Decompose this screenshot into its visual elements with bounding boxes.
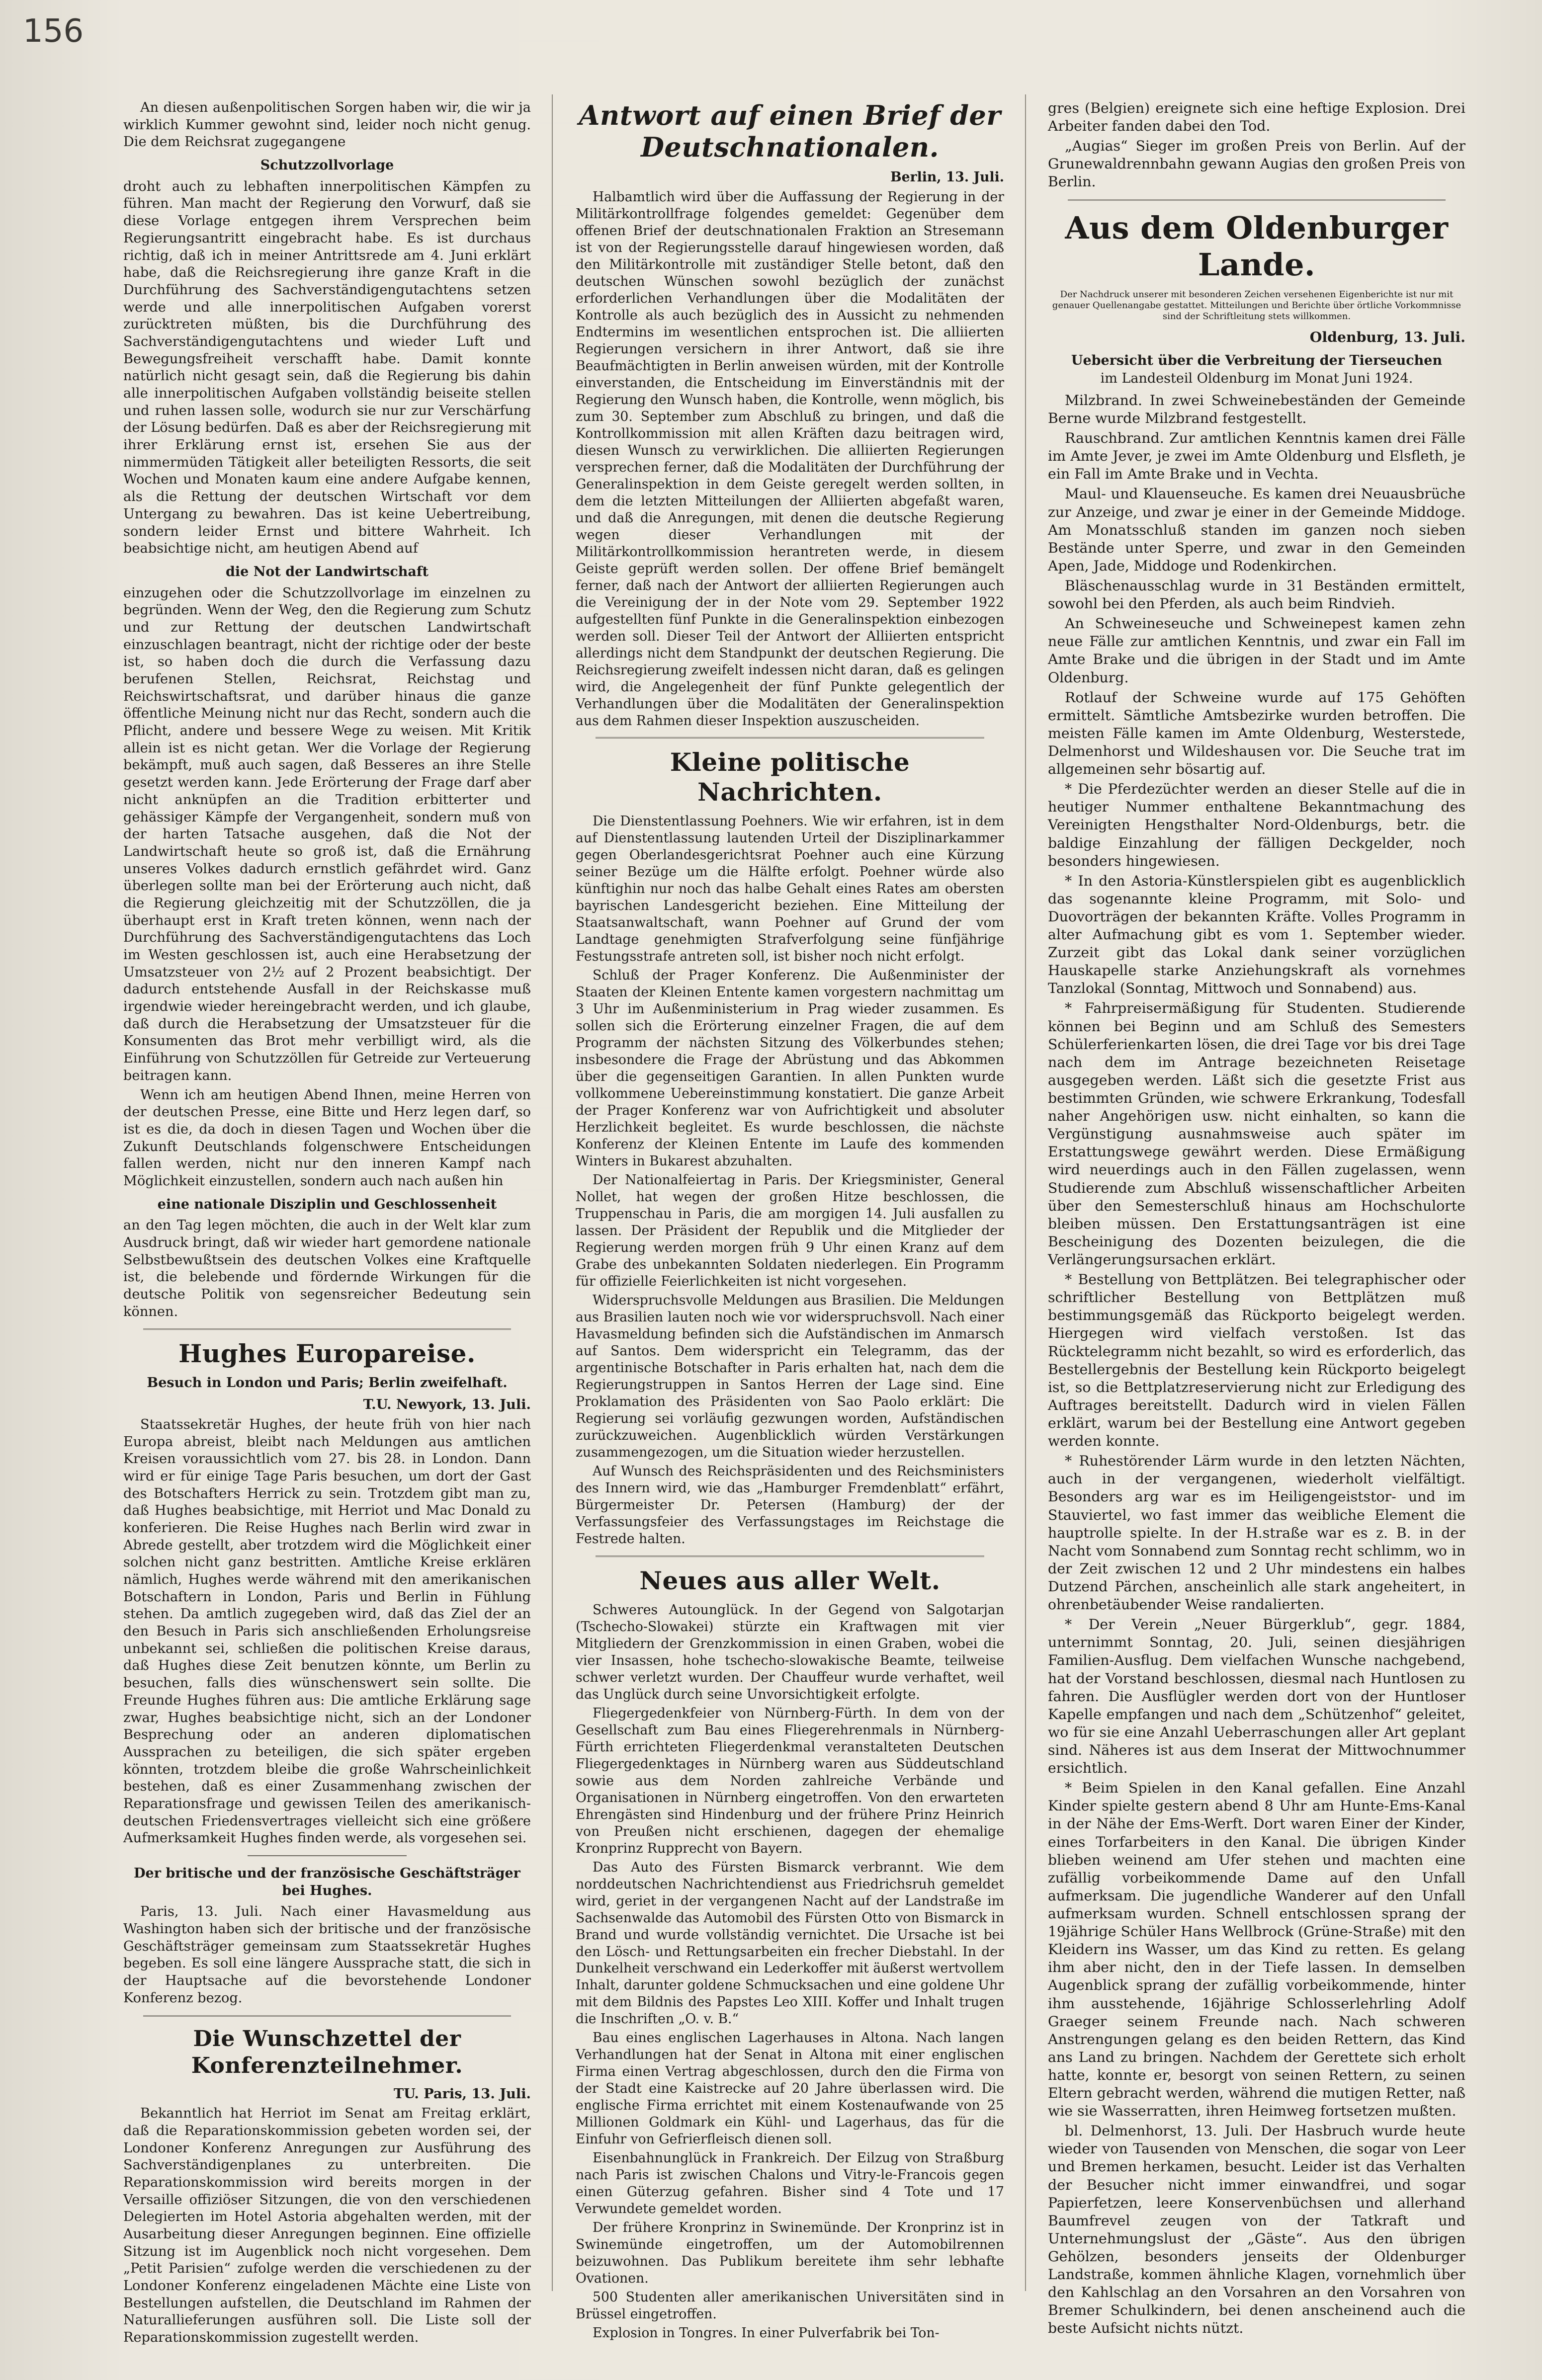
news-item: Eisenbahnunglück in Frankreich. Der Eilzug von Straßburg nach Paris ist zwischen Chalons und Vitry-le-Francois gegen einen Güterzug gefahren. Bisher sind 4 Tote und 17 Verwundete gemeldet worden.: [576, 2150, 1004, 2217]
paragraph: an den Tag legen möchten, die auch in der Welt klar zum Ausdruck bringt, daß wir wieder hart gemordene nationale Selbstbewußtsein des deutschen Volkes eine Kraftquelle ist, die belebende und fördernde Wirkungen für die deutsche Politik von segensreicher Bedeutung sein können.: [123, 1218, 531, 1319]
section-subhead: die Not der Landwirtschaft: [226, 564, 428, 579]
article-divider: [1068, 199, 1446, 201]
column-1: [123, 99, 531, 2349]
column-rule: [1025, 94, 1026, 2291]
paragraph: einzugehen oder die Schutzzollvorlage im einzelnen zu begründen. Wenn der Weg, den die Regierung zum Schutz und zur Rettung der deutschen Landwirtschaft einzuschlagen beantragt, nicht der richtige oder der beste ist, so haben doch die durch die Verfassung dazu berufenen Stellen, Reichsrat, Reichstag und Reichswirtschaftsrat, und darüber hinaus die ganze öffentliche Meinung nicht nur das Recht, sondern auch die Pflicht, andere und bessere Wege zu weisen. Mit Kritik allein ist es nicht getan. Wer die Vorlage der Regierung bekämpft, muß auch sagen, daß Besseres an ihre Stelle gesetzt werden kann. Jede Erörterung der Frage darf aber nicht anknüpfen an die Tradition erbitterter und gehässiger Kämpfe der Vergangenheit, sondern muß von der harten Tatsache ausgehen, daß die Not der Landwirtschaft heute so groß ist, daß die Ernährung unseres Volkes dadurch ernstlich gefährdet wird. Ganz überlegen sollte man bei der Erörterung auch nicht, daß die Regierung gleichzeitig mit der Schutzzöllen, die ja überhaupt erst in Kraft treten können, wenn nach der Durchführung des Sachverständigengutachtens das Loch im Westen geschlossen ist, auch eine Herabsetzung der Umsatzsteuer von 2½ auf 2 Prozent beabsichtigt. Der dadurch entstehende Ausfall in der Reichskasse muß irgendwie wieder hereingebracht werden, und ich glaube, daß durch die Herabsetzung der Umsatzsteuer für die Konsumenten das Brot mehr verbilligt wird, als die Einführung von Schutzzöllen für Getreide zur Verteuerung beitragen kann.: [123, 585, 531, 1083]
news-item: Der frühere Kronprinz in Swinemünde. Der Kronprinz ist in Swinemünde eingetroffen, um der Automobilrennen beizuwohnen. Das Publikum bereitete ihm sehr lebhafte Ovationen.: [576, 2220, 1004, 2287]
local-item: * In den Astoria-Künstlerspielen gibt es augenblicklich das sogenannte kleine Programm, mit Solo- und Duovorträgen der bekannten Kräfte. Volles Programm in alter Aufmachung gibt es vom 1. September wieder. Zurzeit gibt das Lokal dank seiner vorzüglichen Hauskapelle starke Anziehungskraft als vornehmes Tanzlokal (Sonntag, Mittwoch und Sonnabend) aus.: [1048, 872, 1465, 997]
news-item: 500 Studenten aller amerikanischen Universitäten sind in Brüssel eingetroffen.: [576, 2290, 1004, 2322]
paragraph: An diesen außenpolitischen Sorgen haben wir, die wir ja wirklich Kummer gewohnt sind, leider noch nicht genug. Die dem Reichsrat zugegangene: [123, 100, 531, 150]
local-item: * Ruhestörender Lärm wurde in den letzten Nächten, auch in der vergangenen, wiederholt vielfältigt. Besonders arg war es im Heiligengeiststor- und im Stauviertel, wo fast immer das weibliche Element die hauptrolle spielte. In der H.straße war es z. B. in der Nacht vom Sonnabend zum Sonntag recht schlimm, wo in der Zeit zwischen 12 und 2 Uhr mindestens ein halbes Dutzend Pärchen, anscheinlich alle stark angeheitert, in ohrenbetäubender Weise randalierten.: [1048, 1453, 1465, 1613]
headline-kleine-nachrichten: Kleine politische Nachrichten.: [670, 747, 910, 807]
news-item: Explosion in Tongres. In einer Pulverfabrik bei Ton-: [593, 2325, 940, 2341]
article-divider: [143, 1328, 511, 1330]
dateline: Berlin, 13. Juli.: [890, 169, 1004, 185]
page-number: 156: [23, 13, 84, 50]
headline-neues-aus-aller-welt: Neues aus aller Welt.: [639, 1565, 941, 1595]
paragraph: Rotlauf der Schweine wurde auf 175 Gehöften ermittelt. Sämtliche Amtsbezirke wurden betroffen. Die meisten Fälle kamen im Amte Oldenburg, Westerstede, Delmenhorst und Wildeshausen vor. Die Seuche trat im allgemeinen sehr bösartig auf.: [1048, 689, 1465, 778]
news-item: Widerspruchsvolle Meldungen aus Brasilien. Die Meldungen aus Brasilien lauten noch wie vor widerspruchsvoll. Nach einer Havasmeldung befinden sich die Aufständischen im Anmarsch auf Santos. Dem widerspricht ein Telegramm, das der argentinische Botschafter in Paris erhalten hat, nach dem die Regierungstruppen in Santos Herren der Lage sind. Eine Proklamation des Präsidenten von Sao Paolo erklärt: Die Regierung sei vorläufig gezwungen worden, Aufständischen zurückzuweichen. Augenblicklich würden Verstärkungen zusammengezogen, um die Situation wieder herzustellen.: [576, 1293, 1004, 1460]
news-item: Der Nationalfeiertag in Paris. Der Kriegsminister, General Nollet, hat wegen der großen Hitze beschlossen, die Truppenschau in Paris, die am morgigen 14. Juli ausfallen zu lassen. Der Präsident der Republik und die Mitglieder der Regierung werden morgen früh 9 Uhr einen Kranz auf dem Grabe des unbekannten Soldaten niederlegen. Ein Programm für offizielle Feierlichkeiten ist nicht vorgesehen.: [576, 1172, 1004, 1290]
paragraph: droht auch zu lebhaften innerpolitischen Kämpfen zu führen. Man macht der Regierung den Vorwurf, daß sie diese Vorlage entgegen ihrem Versprechen beim Regierungsantritt eingebracht habe. Es ist durchaus richtig, daß ich in meiner Antrittsrede am 4. Juni erklärt habe, daß die Reichsregierung ihre ganze Kraft in die Durchführung des Sachverständigengutachtens setzen werde und alle innerpolitischen Aufgaben vorerst zurücktreten müßten, bis die Durchführung des Sachverständigengutachtens und wieder Luft und Bewegungsfreiheit verschafft habe. Damit konnte natürlich nicht gesagt sein, daß die Regierung bis dahin alle innerpolitischen Aufgaben vollständig beiseite stellen und ruhen lassen solle, wodurch sie nur zur Verschärfung der Lösung bedürfen. Daß es aber der Reichsregierung mit ihrer Erklärung ernst ist, ersehen Sie aus der nimmermüden Tätigkeit aller beteiligten Ressorts, die seit Wochen und Monaten kaum eine andere Aufgabe kennen, als die Rettung der deutschen Wirtschaft vor dem Untergang zu bewahren. Das ist keine Uebertreibung, sondern leider Ernst und bittere Wahrheit. Ich beabsichtige nicht, am heutigen Abend auf: [123, 178, 531, 557]
news-item: Auf Wunsch des Reichspräsidenten und des Reichsministers des Innern wird, wie das „Hamburger Fremdenblatt“ erfährt, Bürgermeister Dr. Petersen (Hamburg) der der Verfassungsfeier des Verfassungstages im Reichstage die Festrede halten.: [576, 1463, 1004, 1547]
local-item: bl. Delmenhorst, 13. Juli. Der Hasbruch wurde heute wieder von Tausenden von Menschen, die sogar von Leer und Bremen herkamen, besucht. Leider ist das Verhalten der Besucher nicht immer einwandfrei, und sogar Papierfetzen, leere Konservenbüchsen und allerhand Baumfrevel zeugen von der Tatkraft und Unternehmungslust der „Gäste“. Aus den übrigen Gehölzen, besonders jenseits der Oldenburger Landstraße, kommen ähnliche Klagen, vornehmlich über den Kahlschlag an den Vorsahren an den Vorsahren von Bremer Schulkindern, bei denen anscheinend auch die beste Aufsicht nichts nützt.: [1048, 2123, 1465, 2337]
dateline: TU. Paris, 13. Juli.: [393, 2085, 531, 2102]
paragraph: Bekanntlich hat Herriot im Senat am Freitag erklärt, daß die Reparationskommission gebeten worden sei, der Londoner Konferenz Anregungen zur Ausführung des Sachverständigenplanes zu unterbreiten. Die Reparationskommission wird bereits morgen in der Versaille offiziöser Sitzungen, die von den verschiedenen Delegierten im Hotel Astoria abgehalten werden, mit der Ausarbeitung dieser Anregungen beginnen. Eine offizielle Sitzung ist im Augenblick noch nicht vorgesehen. Dem „Petit Parisien“ zufolge werden die verschiedenen zu der Londoner Konferenz eingeladenen Mächte eine Liste von Bestellungen aufstellen, die Deutschland im Rahmen der Naturallieferungen ausführen soll. Die Liste soll der Reparationskommission zugestellt werden.: [123, 2106, 531, 2346]
paragraph: Maul- und Klauenseuche. Es kamen drei Neuausbrüche zur Anzeige, und zwar je einer in der Gemeinde Middoge. Am Monatsschluß standen im ganzen noch sieben Bestände unter Sperre, und zwar in den Gemeinden Apen, Jade, Middoge und Rodenkirchen.: [1048, 486, 1465, 574]
local-item: * Bestellung von Bettplätzen. Bei telegraphischer oder schriftlicher Bestellung von Bettplätzen muß bestimmungsgemäß das Rückporto beigelegt werden. Hiergegen wird vielfach verstoßen. Ist das Rücktelegramm nicht bezahlt, so wird es erforderlich, das Bestellergebnis der Bestellung kein Rückporto beigelegt ist, so die Bettplatzreservierung nicht zur Erledigung des Auftrages bereitstellt. Dadurch wird in vielen Fällen erklärt, warum bei der Bestellung eine Antwort gegeben werden konnte.: [1048, 1271, 1465, 1450]
article-subhead: Besuch in London und Paris; Berlin zweifelhaft.: [147, 1375, 508, 1391]
local-item: * Die Pferdezüchter werden an dieser Stelle auf die in heutiger Nummer enthaltene Bekanntmachung des Vereinigten Hengsthalter Nord-Oldenburgs, betr. die baldige Einzahlung der fälligen Deckgelder, noch besonders hingewiesen.: [1048, 781, 1465, 869]
article-divider: [143, 2015, 511, 2017]
paragraph: Staatssekretär Hughes, der heute früh von hier nach Europa abreist, bleibt nach Meldungen aus amtlichen Kreisen voraussichtlich vom 27. bis 28. in London. Dann wird er für einige Tage Paris besuchen, um dort der Gast des Botschafters Herrick zu sein. Trotzdem gibt man zu, daß Hughes beabsichtige, mit Herriot und Mac Donald zu konferieren. Die Reise Hughes nach Berlin wird zwar in Abrede gestellt, aber trotzdem wird die Möglichkeit einer solchen nicht ganz bestritten. Amtliche Kreise erklären nämlich, Hughes werde während mit den amerikanischen Botschaftern in London, Paris und Berlin in Fühlung stehen. Da amtlich zugegeben wird, daß das Ziel der an den Besuch in Paris sich anschließenden Erholungsreise unbekannt sei, schließen die politischen Kreise daraus, daß Hughes diese Zeit benutzen könnte, um Berlin zu besuchen, falls dies wünschenswert sein sollte. Die Freunde Hughes führen aus: Die amtliche Erklärung sage zwar, Hughes beabsichtige nicht, sich an der Londoner Besprechung oder an anderen diplomatischen Aussprachen zu beteiligen, die sich später ergeben könnten, trotzdem bleibe die große Wahrscheinlichkeit bestehen, daß es einer Zusammenhang zwischen der Reparationsfrage und gewissen Teilen des amerikanisch-deutschen Friedensvertrages vielleicht sich eine größere Aufmerksamkeit Hughes finden werde, als vorgesehen sei.: [123, 1416, 531, 1846]
column-2: [576, 99, 1004, 2344]
local-item: * Beim Spielen in den Kanal gefallen. Eine Anzahl Kinder spielte gestern abend 8 Uhr am Hunte-Ems-Kanal in der Nähe der Ems-Werft. Dort waren Einer der Kinder, eines Torfarbeiters in den Kanal. Die übrigen Kinder blieben weinend am Ufer stehen und machten eine zufällig vorbeikommende Dame auf den Unfall aufmerksam. Die jugendliche Wanderer auf den Unfall aufmerksam wurden. Schnell entschlossen sprang der 19jährige Schüler Hans Wellbrock (Grüne-Straße) mit den Kleidern ins Wasser, um das Kind zu retten. Es gelang ihm aber nicht, den in der Tiefe lassen. In demselben Augenblick sprang der zufällig vorbeikommende, hinter ihm ausstehende, 16jährige Schlosserlehrling Adolf Graeger seinem Freunde nach. Nach schweren Anstrengungen gelang es den beiden Rettern, das Kind ans Land zu bringen. Nachdem der Gerettete sich erholt hatte, konnte er, besorgt von seinen Rettern, zu seinen Eltern gebracht werden, während die mutigen Retter, naß wie sie Wasserratten, ihren Heimweg fortsetzen mußten.: [1048, 1780, 1465, 2120]
news-item: Fliegergedenkfeier von Nürnberg-Fürth. In dem von der Gesellschaft zum Bau eines Fliegerehrenmals in Nürnberg-Fürth errichteten Fliegerdenkmal veranstalteten Deutschen Fliegergedenktages in Nürnberg waren aus Süddeutschland sowie aus dem Norden zahlreiche Verbände und Organisationen in Nürnberg eingetroffen. Von den erwarteten Ehrengästen sind Hindenburg und der frühere Prinz Heinrich von Preußen nicht erschienen, dagegen der ehemalige Kronprinz Rupprecht von Bayern.: [576, 1705, 1004, 1856]
headline-oldenburger-lande: Aus dem Oldenburger Lande.: [1065, 209, 1449, 283]
dateline: T.U. Newyork, 13. Juli.: [363, 1396, 531, 1413]
section-subhead: Schutzzollvorlage: [260, 158, 394, 173]
article-subhead: Der britische und der französische Geschäftsträger bei Hughes.: [134, 1866, 520, 1898]
dateline: Oldenburg, 13. Juli.: [1309, 328, 1465, 345]
article-divider: [596, 1556, 984, 1557]
headline-antwort: Antwort auf einen Brief der Deutschnationalen.: [579, 99, 1001, 163]
section-subhead: eine nationale Disziplin und Geschlossenheit: [157, 1196, 497, 1212]
article-subhead: Uebersicht über die Verbreitung der Tierseuchen: [1071, 352, 1443, 368]
paragraph: Paris, 13. Juli. Nach einer Havasmeldung aus Washington haben sich der britische und der französische Geschäftsträger gemeinsam zum Staatssekretär Hughes begeben. Es soll eine längere Aussprache statt, die sich in der Hauptsache auf die bevorstehende Londoner Konferenz bezog.: [123, 1904, 531, 2006]
column-rule: [552, 94, 553, 2291]
local-item: * Der Verein „Neuer Bürgerklub“, gegr. 1884, unternimmt Sonntag, 20. Juli, seinen diesjährigen Familien-Ausflug. Dem vielfachen Wunsche nachgebend, hat der Vorstand beschlossen, diesmal nach Huntlosen zu fahren. Die Ausflügler werden dort von der Huntloser Kapelle empfangen und nach dem „Schützenhof“ geleitet, wo für sie eine Anzahl Ueberraschungen aller Art geplant sind. Näheres ist aus dem Inserat der Mittwochnummer ersichtlich.: [1048, 1616, 1465, 1777]
article-subhead: im Landesteil Oldenburg im Monat Juni 1924.: [1100, 370, 1413, 386]
headline-hughes: Hughes Europareise.: [178, 1339, 476, 1369]
column-3: [1048, 99, 1465, 2340]
paragraph: Milzbrand. In zwei Schweinebeständen der Gemeinde Berne wurde Milzbrand festgestellt.: [1048, 392, 1465, 426]
news-item: Schluß der Prager Konferenz. Die Außenminister der Staaten der Kleinen Entente kamen vorgestern nachmittag um 3 Uhr im Außenministerium in Prag wieder zusammen. Es sollen sich die Erörterung einzelner Fragen, die auf dem Programm der nächsten Sitzung des Völkerbundes stehen; insbesondere die Frage der Abrüstung und das Abkommen über die gegenseitigen Garantien. In allen Punkten wurde vollkommene Uebereinstimmung konstatiert. Die ganze Arbeit der Prager Konferenz war von Aufrichtigkeit und absoluter Herzlichkeit begleitet. Es wurde beschlossen, die nächste Konferenz der Kleinen Entente im Laufe des kommenden Winters in Bukarest abzuhalten.: [576, 968, 1004, 1169]
reprint-notice: Der Nachdruck unserer mit besonderen Zeichen versehenen Eigenberichte ist nur mit genauer Quellenangabe gestattet. Mitteilungen und Berichte über örtliche Vorkommnisse sind der Schriftleitung stets willkommen.: [1052, 289, 1461, 322]
news-item: „Augias“ Sieger im großen Preis von Berlin. Auf der Grunewaldrennbahn gewann Augias den großen Preis von Berlin.: [1048, 138, 1466, 190]
paragraph: Wenn ich am heutigen Abend Ihnen, meine Herren von der deutschen Presse, eine Bitte und Herz legen darf, so ist es die, da doch in diesen Tagen und Wochen über die Zukunft Deutschlands folgenschwere Entscheidungen fallen werden, nicht nur den inneren Kampf nach Möglichkeit einzustellen, sondern auch nach außen hin: [123, 1087, 531, 1189]
paragraph: Halbamtlich wird über die Auffassung der Regierung in der Militärkontrollfrage folgendes gemeldet: Gegenüber dem offenen Brief der deutschnationalen Fraktion an Stresemann ist von der Regierungsstelle darauf hingewiesen worden, daß den Militärkontrolle mit zuständiger Stelle betont, daß den deutschen Wünschen sowohl bezüglich der zunächst erforderlichen Verhandlungen über die Modalitäten der Kontrolle als auch bezüglich des in Aussicht zu nehmenden Endtermins im wesentlichen entsprochen ist. Die alliierten Regierungen versichern in ihrer Antwort, daß sie ihre Beaufmächtigten in Berlin anweisen würden, mit der Kontrolle einverstanden, die Entscheidung im Einverständnis mit der Regierung den Wunsch haben, die Kontrolle, wenn möglich, bis zum 30. September zum Abschluß zu bringen, und daß die Kontrollkommission mit allen Kräften dazu beitragen wird, diesen Wunsch zu verwirklichen. Die alliierten Regierungen versprechen ferner, daß die Modalitäten der Durchführung der Generalinspektion in dem Geiste geregelt werden sollten, in dem die letzten Mitteilungen der Alliierten abgefaßt waren, und daß die Anregungen, mit denen die deutsche Regierung wegen dieser Verhandlungen mit der Militärkontrollkommission herantreten werde, in diesem Geiste geprüft werden sollen. Der offene Brief bemängelt ferner, daß nach der Antwort der alliierten Regierungen auch die Vereinigung der in der Note vom 29. September 1922 aufgestellten fünf Punkte in die Generalinspektion einbezogen werden soll. Dieser Teil der Antwort der Alliierten entspricht allerdings nicht dem Standpunkt der deutschen Regierung. Die Reichsregierung zweifelt indessen nicht daran, daß es gelingen wird, die Angelegenheit der fünf Punkte gelegentlich der Verhandlungen über die Modalitäten der Generalinspektion aus dem Rahmen dieser Inspektion auszuscheiden.: [576, 189, 1004, 729]
news-item: Bau eines englischen Lagerhauses in Altona. Nach langen Verhandlungen hat der Senat in Altona mit einer englischen Firma einen Vertrag abgeschlossen, durch den die Firma von der Stadt eine Kaistrecke auf 20 Jahre überlassen wird. Die englische Firma errichtet mit einem Kostenaufwande von 25 Millionen Goldmark ein Kühl- und Lagerhaus, das für die Einfuhr von Gefrierfleisch dienen soll.: [576, 2030, 1004, 2147]
paragraph: Bläschenausschlag wurde in 31 Beständen ermittelt, sowohl bei den Pferden, als auch beim Rindvieh.: [1048, 577, 1465, 612]
news-item: Das Auto des Fürsten Bismarck verbrannt. Wie dem norddeutschen Nachrichtendienst aus Friedrichsruh gemeldet wird, geriet in der vergangenen Nacht auf der Landstraße im Sachsenwalde das Automobil des Fürsten Otto von Bismarck in Brand und wurde vollständig vernichtet. Die Ursache ist bei den Lösch- und Rettungsarbeiten ein frecher Diebstahl. In der Dunkelheit verschwand ein Lederkoffer mit äußerst wertvollem Inhalt, darunter goldene Schmucksachen und eine goldene Uhr mit dem Bildnis des Papstes Leo XIII. Koffer und Inhalt trugen die Inschriften „O. v. B.“: [576, 1859, 1004, 2027]
article-divider: [596, 737, 984, 739]
article-divider: [248, 1855, 407, 1856]
news-item: gres (Belgien) ereignete sich eine heftige Explosion. Drei Arbeiter fanden dabei den Tod.: [1048, 100, 1465, 135]
local-item: * Fahrpreisermäßigung für Studenten. Studierende können bei Beginn und am Schluß des Semesters Schülerferienkarten lösen, die drei Tage vor bis drei Tage nach dem im Antrage bezeichneten Reisetage ausgegeben werden. Läßt sich die gesetzte Frist aus bestimmten Gründen, wie schwere Erkrankung, Todesfall naher Angehörigen usw. nicht einhalten, so kann die Vergünstigung ausnahmsweise auch später im Erstattungswege gewährt werden. Diese Ermäßigung wird neuerdings auch in den Fällen zugelassen, wenn Studierende zum Abschluß wissenschaftlicher Arbeiten über den Semesterschluß hinaus am Hochschulorte bleiben müssen. Den Erstattungsanträgen ist eine Bescheinigung des Dozenten beizulegen, die die Verlängerungsursachen erklärt.: [1048, 1000, 1465, 1268]
news-item: Schweres Autounglück. In der Gegend von Salgotarjan (Tschecho-Slowakei) stürzte ein Kraftwagen mit vier Mitgliedern der Grenzkommission in einen Graben, wobei die vier Insassen, hohe tschecho-slowakische Beamte, teilweise schwer verletzt wurden. Der Chauffeur wurde verhaftet, weil das Unglück durch seine Unvorsichtigkeit erfolgte.: [576, 1602, 1004, 1702]
paragraph: Rauschbrand. Zur amtlichen Kenntnis kamen drei Fälle im Amte Jever, je zwei im Amte Oldenburg und Elsfleth, je ein Fall im Amte Brake und in Vechta.: [1048, 430, 1465, 483]
paragraph: An Schweineseuche und Schweinepest kamen zehn neue Fälle zur amtlichen Kenntnis, und zwar ein Fall im Amte Brake und die übrigen in der Stadt und im Amte Oldenburg.: [1048, 615, 1465, 686]
news-item: Die Dienstentlassung Poehners. Wie wir erfahren, ist in dem auf Dienstentlassung lautenden Urteil der Disziplinarkammer gegen Oberlandesgerichtsrat Poehner auch eine Kürzung seiner Bezüge um die Hälfte erfolgt. Poehner würde also künftighin nur noch das halbe Gehalt eines Rates am obersten bayrischen Landesgericht beziehen. Eine Mitteilung der Staatsanwaltschaft, wann Poehner auf Grund der vom Landtage genehmigten Strafverfolgung seine fünfjährige Festungsstrafe antreten soll, ist bisher noch nicht erfolgt.: [576, 814, 1004, 965]
headline-wunschzettel: Die Wunschzettel der Konferenzteilnehmer.: [191, 2026, 463, 2078]
